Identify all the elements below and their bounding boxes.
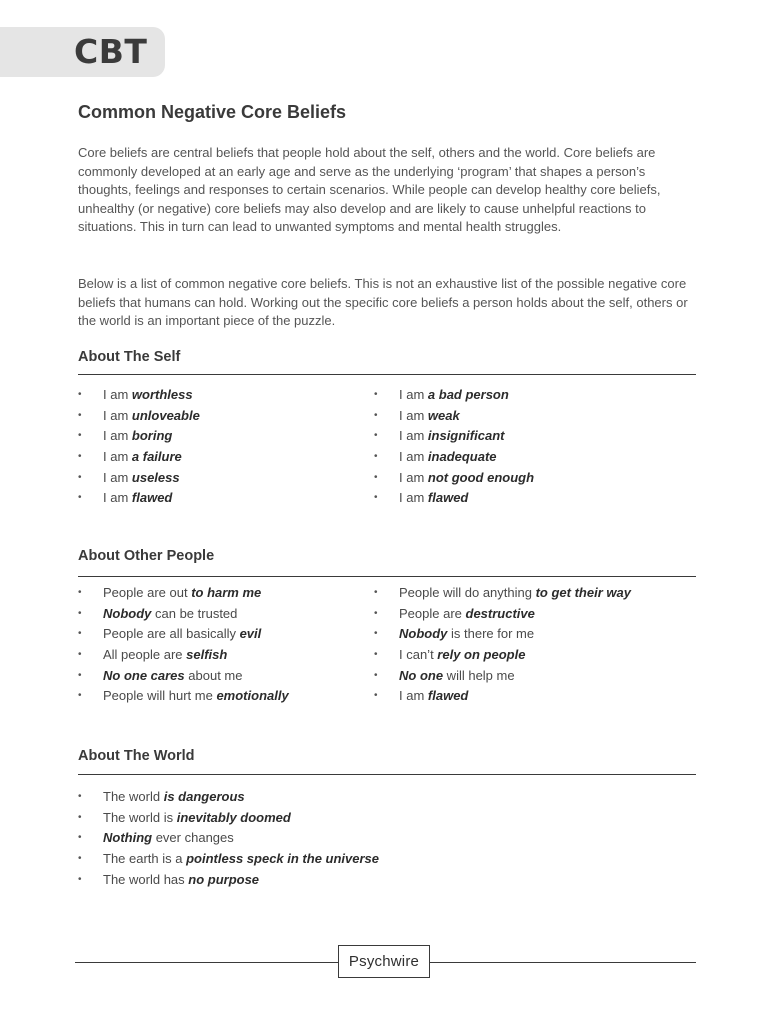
bullet-icon: • xyxy=(78,587,82,598)
belief-text: will help me xyxy=(443,667,515,683)
bullet-icon: • xyxy=(374,451,378,463)
belief-emphasis: boring xyxy=(131,428,173,444)
belief-item xyxy=(374,624,631,645)
belief-emphasis: inadequate xyxy=(427,449,497,465)
belief-emphasis: useless xyxy=(131,469,180,485)
belief-item xyxy=(374,447,534,468)
belief-text: I am xyxy=(103,469,132,485)
page-title: Common Negative Core Beliefs xyxy=(78,102,347,122)
belief-emphasis: inevitably doomed xyxy=(176,809,291,825)
belief-emphasis: Nobody xyxy=(399,626,448,642)
belief-emphasis: insignificant xyxy=(427,428,505,444)
belief-item xyxy=(78,583,289,604)
cbt-label: CBT xyxy=(74,32,148,71)
bullet-icon: • xyxy=(374,409,378,421)
bullet-icon: • xyxy=(78,832,82,844)
belief-text: can be trusted xyxy=(151,605,238,621)
belief-item xyxy=(374,604,631,625)
section-divider-others xyxy=(78,576,696,577)
belief-text: I am xyxy=(399,428,428,444)
bullet-icon: • xyxy=(78,492,82,504)
world-beliefs-list-left xyxy=(78,787,379,890)
bullet-icon: • xyxy=(78,389,82,400)
list-intro-paragraph: Below is a list of common negative core beliefs. This is not an exhaustive list of the possible negative core beliefs that humans can hold. Working out the specific core beliefs a person holds about the self, others or the world is an important piece of the puzzle. xyxy=(78,276,688,329)
belief-text: is there for me xyxy=(447,626,535,642)
belief-text: I am xyxy=(103,490,132,506)
belief-item xyxy=(374,406,534,427)
bullet-icon: • xyxy=(374,430,378,442)
bullet-icon: • xyxy=(78,873,82,885)
others-beliefs-list-left xyxy=(78,583,289,707)
psychwire-logo xyxy=(338,945,430,978)
footer-divider-left xyxy=(75,962,338,963)
belief-item xyxy=(374,645,631,666)
belief-item xyxy=(78,426,200,447)
belief-text: The world has xyxy=(103,871,189,887)
belief-text: I am xyxy=(399,688,428,704)
belief-item xyxy=(78,808,379,829)
belief-text: I am xyxy=(399,449,428,465)
bullet-icon: • xyxy=(374,690,378,702)
logo-text: Psychwire xyxy=(348,953,420,970)
belief-item xyxy=(78,447,200,468)
belief-emphasis: evil xyxy=(239,626,262,642)
belief-emphasis: a failure xyxy=(131,449,182,465)
bullet-icon: • xyxy=(78,628,82,640)
belief-emphasis: selfish xyxy=(186,647,228,663)
belief-emphasis: No one xyxy=(399,667,444,683)
bullet-icon: • xyxy=(374,471,378,483)
section-divider-self xyxy=(78,374,696,375)
belief-emphasis: flawed xyxy=(427,490,469,506)
belief-emphasis: rely on people xyxy=(437,647,526,663)
bullet-icon: • xyxy=(374,607,378,619)
bullet-icon: • xyxy=(78,430,82,442)
section-heading-others: About Other People xyxy=(78,548,215,564)
bullet-icon: • xyxy=(374,389,378,400)
belief-text: All people are xyxy=(103,647,187,663)
belief-text: The world xyxy=(103,789,164,804)
belief-item xyxy=(374,426,534,447)
belief-emphasis: no purpose xyxy=(188,871,260,887)
belief-item xyxy=(78,666,289,687)
bullet-icon: • xyxy=(78,471,82,483)
bullet-icon: • xyxy=(374,669,378,681)
belief-emphasis: No one cares xyxy=(103,667,185,683)
bullet-icon: • xyxy=(78,690,82,702)
belief-item xyxy=(78,406,200,427)
others-beliefs-list-right xyxy=(374,583,631,707)
belief-emphasis: not good enough xyxy=(427,469,535,485)
belief-item xyxy=(78,686,289,707)
belief-item xyxy=(374,468,534,489)
belief-text: People are all basically xyxy=(103,626,240,642)
bullet-icon: • xyxy=(78,669,82,681)
belief-emphasis: unloveable xyxy=(131,407,200,423)
bullet-icon: • xyxy=(78,853,82,865)
intro-paragraph: Core beliefs are central beliefs that people hold about the self, others and the world. Core beliefs are commonly developed at an early age and serve as the underlying ‘program’ that shapes a person’s thoughts, feelings and responses to certain scenarios. While people can develop healthy core beliefs, unhealthy (or negative) core beliefs may also develop and are likely to cause unhelpful reactions to situations. This in turn can lead to unwanted symptoms and mental health struggles. xyxy=(78,145,661,235)
bullet-icon: • xyxy=(78,451,82,463)
bullet-icon: • xyxy=(78,791,82,802)
belief-text: People are xyxy=(399,605,466,621)
bullet-icon: • xyxy=(78,811,82,823)
belief-emphasis: pointless speck in the universe xyxy=(186,851,380,867)
bullet-icon: • xyxy=(78,409,82,421)
section-heading-self: About The Self xyxy=(78,349,181,365)
belief-emphasis: Nothing xyxy=(103,830,153,846)
belief-text: I am xyxy=(103,449,132,465)
belief-item xyxy=(78,787,379,808)
belief-emphasis: flawed xyxy=(131,490,173,506)
belief-item xyxy=(374,385,534,406)
bullet-icon: • xyxy=(374,492,378,504)
belief-item xyxy=(78,645,289,666)
belief-item xyxy=(78,624,289,645)
belief-text: I am xyxy=(103,387,132,402)
self-beliefs-list-left xyxy=(78,385,200,509)
belief-emphasis: Nobody xyxy=(103,605,152,621)
belief-emphasis: to get their way xyxy=(535,585,631,600)
belief-item xyxy=(374,583,631,604)
belief-text: I am xyxy=(399,387,428,402)
belief-text: People are out xyxy=(103,585,192,600)
bullet-icon: • xyxy=(374,628,378,640)
belief-item xyxy=(78,468,200,489)
belief-emphasis: to harm me xyxy=(191,585,262,600)
belief-item xyxy=(374,686,631,707)
belief-emphasis: destructive xyxy=(465,605,535,621)
bullet-icon: • xyxy=(374,649,378,661)
belief-text: I am xyxy=(399,490,428,506)
belief-item xyxy=(374,666,631,687)
belief-emphasis: worthless xyxy=(131,387,193,402)
belief-text: ever changes xyxy=(152,830,234,846)
belief-item xyxy=(78,849,379,870)
belief-text: I am xyxy=(399,469,428,485)
belief-emphasis: a bad person xyxy=(427,387,509,402)
belief-text: I am xyxy=(103,428,132,444)
belief-item xyxy=(78,828,379,849)
belief-item xyxy=(78,870,379,891)
belief-text: People will do anything xyxy=(399,585,536,600)
belief-item xyxy=(374,488,534,509)
belief-text: The earth is a xyxy=(103,851,187,867)
belief-text: I am xyxy=(103,407,132,423)
belief-text: about me xyxy=(184,667,243,683)
belief-text: The world is xyxy=(103,809,177,825)
belief-item xyxy=(78,604,289,625)
belief-item xyxy=(78,385,200,406)
belief-text: I can’t xyxy=(399,647,438,663)
cbt-header-tab xyxy=(0,27,165,77)
belief-text: I am xyxy=(399,407,428,423)
footer-divider-right xyxy=(430,962,696,963)
belief-text: People will hurt me xyxy=(103,688,217,704)
section-divider-world xyxy=(78,774,696,775)
belief-emphasis: is dangerous xyxy=(163,789,245,804)
bullet-icon: • xyxy=(78,649,82,661)
belief-emphasis: flawed xyxy=(427,688,469,704)
section-heading-world: About The World xyxy=(78,748,195,764)
bullet-icon: • xyxy=(78,607,82,619)
belief-item xyxy=(78,488,200,509)
belief-emphasis: emotionally xyxy=(216,688,289,704)
self-beliefs-list-right xyxy=(374,385,534,509)
belief-emphasis: weak xyxy=(427,407,460,423)
bullet-icon: • xyxy=(374,587,378,598)
